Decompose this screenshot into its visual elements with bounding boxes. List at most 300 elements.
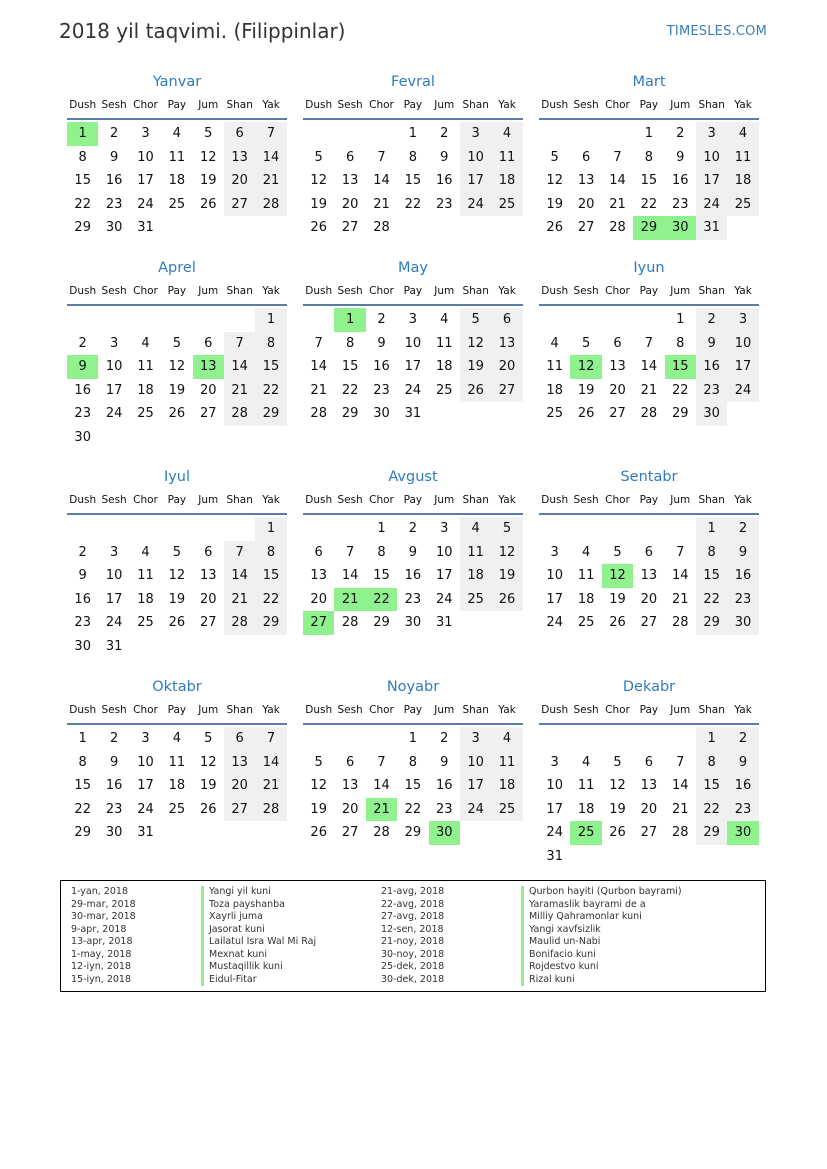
weekday-label: Shan (226, 285, 253, 297)
holiday-name: Milliy Qahramonlar kuni (521, 911, 682, 924)
weekday-header (67, 92, 287, 120)
day-cell: 20 (577, 196, 595, 212)
day-cell: 10 (727, 332, 758, 356)
day-cell: 3 (460, 122, 491, 146)
weekday-label: Yak (734, 704, 752, 716)
day-cell: 30 (727, 611, 758, 635)
weekday-label: Sesh (337, 285, 363, 297)
day-cell: 31 (404, 406, 422, 422)
holiday-date: 27-avg, 2018 (381, 911, 445, 922)
day-cell: 22 (696, 588, 727, 612)
day-cell: 9 (440, 754, 449, 770)
weekday-label: Yak (498, 704, 516, 716)
day-cell: 29 (255, 611, 286, 635)
day-cell: 7 (676, 544, 685, 560)
weekday-label: Shan (226, 494, 253, 506)
weekday-label: Chor (369, 99, 394, 111)
day-cell: 14 (341, 568, 359, 584)
empty-day-cell (303, 308, 334, 332)
day-cell: 10 (546, 778, 563, 794)
day-cell: 19 (460, 355, 491, 379)
weekday-label: Dush (305, 285, 333, 297)
weekday-label: Shan (698, 285, 725, 297)
weekday-header (303, 697, 523, 725)
weekday-label: Jum (198, 99, 219, 111)
day-cell: 12 (546, 173, 563, 189)
empty-day-cell (570, 727, 601, 751)
day-cell: 23 (727, 798, 758, 822)
holiday-day-cell: 13 (193, 355, 224, 379)
holiday-day-cell: 1 (67, 122, 98, 146)
empty-day-cell (161, 308, 192, 332)
weekday-label: Dush (305, 494, 333, 506)
holiday-name: Jasorat kuni (201, 924, 316, 937)
weekday-label: Jum (434, 704, 455, 716)
weekday-label: Jum (434, 99, 455, 111)
day-cell: 4 (581, 544, 591, 560)
day-cell: 10 (404, 335, 422, 351)
weekday-label: Dush (541, 704, 569, 716)
weekday-label: Jum (434, 285, 455, 297)
empty-day-cell (67, 517, 98, 541)
day-cell: 19 (491, 564, 522, 588)
day-cell: 14 (255, 146, 286, 170)
weekday-label: Chor (133, 99, 158, 111)
day-cell: 26 (609, 615, 626, 631)
day-cell: 31 (546, 848, 563, 864)
day-cell: 3 (696, 122, 727, 146)
day-cell: 16 (727, 774, 758, 798)
day-cell: 10 (546, 568, 563, 584)
day-cell: 26 (460, 379, 491, 403)
day-cell: 6 (224, 727, 255, 751)
day-cell: 5 (491, 517, 522, 541)
day-cell: 18 (460, 564, 491, 588)
holiday-day-cell: 30 (429, 821, 460, 845)
day-cell: 5 (172, 544, 181, 560)
month-yanvar (67, 72, 287, 240)
day-cell: 26 (199, 196, 217, 212)
day-cell: 21 (255, 169, 286, 193)
month-title: Yanvar (152, 74, 202, 90)
empty-day-cell (161, 517, 192, 541)
weekday-header (303, 487, 523, 515)
day-cell: 10 (137, 754, 154, 770)
weekday-label: Jum (670, 704, 691, 716)
holiday-name: Lailatul Isra Wal Mi Raj (201, 936, 316, 949)
empty-day-cell (570, 308, 601, 332)
holiday-name: Xayrli juma (201, 911, 316, 924)
day-cell: 26 (199, 801, 217, 817)
holiday-date: 13-apr, 2018 (71, 936, 133, 947)
day-cell: 9 (727, 541, 758, 565)
weekday-label: Pay (403, 99, 423, 111)
weekday-label: Dush (69, 494, 97, 506)
day-cell: 21 (224, 588, 255, 612)
day-cell: 15 (404, 173, 422, 189)
empty-day-cell (633, 517, 664, 541)
day-grid (67, 727, 287, 845)
weekday-label: Chor (369, 285, 394, 297)
holiday-date: 12-sen, 2018 (381, 923, 444, 935)
day-cell: 17 (137, 173, 154, 189)
weekday-label: Sesh (573, 285, 599, 297)
holiday-date: 22-avg, 2018 (381, 898, 445, 910)
holiday-date: 15-iyn, 2018 (71, 973, 132, 985)
empty-day-cell (303, 122, 334, 146)
day-cell: 3 (141, 731, 150, 746)
holiday-name: Mustaqillik kuni (201, 961, 316, 974)
day-cell: 7 (255, 122, 286, 146)
day-cell: 24 (460, 798, 491, 822)
holiday-day-cell: 1 (334, 308, 365, 332)
weekday-label: Pay (167, 704, 187, 716)
day-cell: 14 (609, 173, 626, 189)
day-cell: 27 (341, 825, 359, 841)
day-cell: 12 (460, 332, 491, 356)
day-cell: 11 (137, 359, 154, 375)
holiday-name: Yangi yil kuni (201, 886, 316, 899)
holiday-names-col-1 (201, 886, 316, 986)
weekday-label: Jum (670, 285, 691, 297)
day-cell: 19 (199, 778, 217, 794)
day-cell: 17 (727, 355, 758, 379)
day-cell: 11 (491, 751, 522, 775)
empty-day-cell (539, 517, 570, 541)
day-cell: 7 (345, 544, 355, 560)
weekday-label: Shan (698, 494, 725, 506)
day-cell: 1 (78, 731, 87, 746)
day-cell: 9 (377, 335, 386, 351)
day-cell: 27 (577, 220, 595, 236)
day-cell: 17 (460, 774, 491, 798)
weekday-label: Shan (462, 285, 489, 297)
day-cell: 7 (377, 754, 386, 770)
day-cell: 21 (310, 382, 327, 398)
holiday-name: Qurbon hayiti (Qurbon bayrami) (521, 886, 682, 899)
day-cell: 3 (408, 312, 417, 327)
weekday-label: Yak (734, 494, 752, 506)
holiday-day-cell: 12 (570, 355, 601, 379)
day-cell: 23 (671, 196, 689, 212)
day-cell: 14 (373, 778, 390, 794)
day-cell: 7 (676, 754, 685, 770)
day-cell: 1 (644, 126, 653, 141)
day-cell: 3 (550, 754, 559, 770)
day-cell: 7 (224, 332, 255, 356)
empty-day-cell (224, 308, 255, 332)
day-cell: 17 (460, 169, 491, 193)
month-title: Aprel (158, 260, 196, 276)
holiday-name: Maulid un-Nabi (521, 936, 682, 949)
day-cell: 9 (109, 149, 119, 165)
day-cell: 23 (105, 801, 123, 817)
weekday-label: Yak (262, 285, 280, 297)
day-grid (67, 517, 287, 659)
day-cell: 31 (435, 615, 453, 631)
day-cell: 24 (546, 615, 563, 631)
day-cell: 12 (609, 778, 626, 794)
day-cell: 4 (550, 335, 559, 351)
weekday-header (303, 278, 523, 306)
weekday-label: Chor (605, 494, 630, 506)
day-cell: 21 (255, 774, 286, 798)
weekday-label: Dush (305, 99, 333, 111)
day-cell: 6 (613, 335, 622, 351)
day-cell: 11 (137, 568, 154, 584)
weekday-header (67, 487, 287, 515)
holiday-date: 1-yan, 2018 (71, 886, 128, 897)
weekday-label: Shan (462, 704, 489, 716)
month-title: Avgust (388, 469, 438, 485)
day-cell: 25 (435, 382, 453, 398)
day-cell: 31 (137, 220, 154, 236)
day-cell: 25 (491, 193, 522, 217)
day-cell: 3 (109, 335, 119, 351)
holiday-day-cell: 27 (303, 611, 334, 635)
weekday-header (539, 487, 759, 515)
month-sentabr (539, 467, 759, 635)
day-cell: 25 (546, 406, 563, 422)
month-title: May (398, 260, 428, 276)
month-title: Oktabr (152, 679, 202, 695)
day-cell: 25 (460, 588, 491, 612)
day-cell: 28 (255, 193, 286, 217)
weekday-label: Yak (734, 99, 752, 111)
day-cell: 23 (373, 382, 390, 398)
day-cell: 17 (137, 778, 154, 794)
day-cell: 29 (74, 825, 91, 841)
weekday-label: Sesh (101, 704, 127, 716)
day-cell: 19 (310, 801, 327, 817)
holiday-date: 1-may, 2018 (71, 948, 132, 960)
empty-day-cell (98, 517, 129, 541)
day-grid (303, 517, 523, 635)
day-cell: 15 (255, 355, 286, 379)
weekday-label: Jum (670, 494, 691, 506)
day-cell: 6 (345, 149, 355, 165)
empty-day-cell (334, 122, 365, 146)
day-cell: 8 (255, 332, 286, 356)
weekday-header (539, 697, 759, 725)
day-cell: 25 (491, 798, 522, 822)
empty-day-cell (366, 122, 397, 146)
day-cell: 18 (137, 591, 154, 607)
day-cell: 19 (310, 196, 327, 212)
weekday-label: Pay (639, 285, 659, 297)
holiday-date: 30-mar, 2018 (71, 911, 136, 922)
day-cell: 26 (491, 588, 522, 612)
day-cell: 21 (640, 382, 658, 398)
day-cell: 3 (440, 521, 449, 536)
day-cell: 27 (224, 193, 255, 217)
holiday-name: Rojdestvo kuni (521, 961, 682, 974)
weekday-label: Pay (403, 704, 423, 716)
empty-day-cell (130, 517, 161, 541)
day-cell: 8 (78, 754, 87, 770)
day-cell: 5 (204, 731, 213, 746)
day-cell: 23 (404, 591, 422, 607)
day-cell: 8 (408, 149, 417, 165)
day-cell: 12 (199, 754, 217, 770)
weekday-label: Yak (262, 494, 280, 506)
day-cell: 11 (546, 359, 563, 375)
day-cell: 31 (137, 825, 154, 841)
day-cell: 8 (644, 149, 653, 165)
day-cell: 11 (491, 146, 522, 170)
site-link[interactable]: TIMESLES.COM (666, 24, 767, 39)
day-grid (67, 308, 287, 450)
day-cell: 16 (373, 359, 390, 375)
holiday-name: Toza payshanba (201, 899, 316, 912)
day-cell: 11 (168, 754, 186, 770)
day-cell: 10 (137, 149, 154, 165)
day-cell: 18 (168, 173, 186, 189)
weekday-label: Sesh (101, 285, 127, 297)
day-cell: 6 (491, 308, 522, 332)
day-cell: 15 (404, 778, 422, 794)
empty-day-cell (602, 517, 633, 541)
weekday-header (539, 278, 759, 306)
day-cell: 17 (105, 382, 123, 398)
holiday-date: 21-noy, 2018 (381, 936, 445, 947)
day-cell: 6 (314, 544, 323, 560)
day-cell: 5 (581, 335, 591, 351)
day-cell: 13 (491, 332, 522, 356)
day-grid (303, 122, 523, 240)
day-cell: 1 (408, 126, 417, 141)
day-cell: 30 (105, 220, 123, 236)
day-cell: 10 (460, 751, 491, 775)
day-cell: 16 (105, 173, 123, 189)
weekday-label: Dush (69, 285, 97, 297)
day-cell: 13 (224, 751, 255, 775)
day-cell: 2 (440, 126, 449, 141)
day-cell: 8 (377, 544, 386, 560)
weekday-header (303, 92, 523, 120)
weekday-label: Jum (434, 494, 455, 506)
day-cell: 8 (696, 751, 727, 775)
day-cell: 28 (255, 798, 286, 822)
day-cell: 15 (696, 564, 727, 588)
day-cell: 7 (314, 335, 323, 351)
day-cell: 1 (676, 312, 685, 327)
day-cell: 4 (460, 517, 491, 541)
day-cell: 24 (137, 801, 154, 817)
weekday-label: Shan (226, 99, 253, 111)
day-cell: 25 (137, 615, 154, 631)
day-cell: 14 (224, 564, 255, 588)
day-cell: 14 (310, 359, 327, 375)
day-cell: 18 (577, 591, 595, 607)
weekday-label: Sesh (101, 494, 127, 506)
day-grid (303, 308, 523, 426)
day-cell: 31 (696, 216, 727, 240)
day-cell: 24 (435, 591, 453, 607)
empty-day-cell (665, 727, 696, 751)
day-cell: 28 (609, 220, 626, 236)
day-cell: 20 (199, 382, 217, 398)
day-grid (539, 727, 759, 869)
holiday-day-cell: 25 (570, 821, 601, 845)
empty-day-cell (67, 308, 98, 332)
weekday-label: Yak (262, 99, 280, 111)
month-fevral (303, 72, 523, 240)
day-cell: 4 (727, 122, 758, 146)
day-cell: 18 (727, 169, 758, 193)
day-cell: 16 (671, 173, 689, 189)
month-dekabr (539, 677, 759, 869)
empty-day-cell (570, 122, 601, 146)
holiday-name: Mexnat kuni (201, 949, 316, 962)
day-cell: 24 (460, 193, 491, 217)
day-cell: 1 (377, 521, 386, 536)
empty-day-cell (334, 727, 365, 751)
day-cell: 4 (172, 731, 181, 746)
day-cell: 15 (74, 173, 91, 189)
day-cell: 25 (137, 406, 154, 422)
day-cell: 15 (373, 568, 390, 584)
day-cell: 16 (105, 778, 123, 794)
day-cell: 24 (696, 193, 727, 217)
day-cell: 25 (168, 196, 186, 212)
day-cell: 27 (199, 406, 217, 422)
day-cell: 8 (255, 541, 286, 565)
day-cell: 11 (168, 149, 186, 165)
day-cell: 9 (696, 332, 727, 356)
day-cell: 20 (640, 801, 658, 817)
weekday-label: Dush (541, 494, 569, 506)
day-cell: 16 (727, 564, 758, 588)
month-title: Iyul (163, 469, 191, 485)
holiday-date: 30-noy, 2018 (381, 948, 445, 960)
day-cell: 15 (255, 564, 286, 588)
day-cell: 29 (341, 406, 359, 422)
day-cell: 5 (550, 149, 559, 165)
day-cell: 25 (577, 615, 595, 631)
day-cell: 5 (613, 754, 622, 770)
day-cell: 10 (105, 359, 123, 375)
day-cell: 15 (341, 359, 359, 375)
day-cell: 2 (109, 126, 119, 141)
day-cell: 7 (224, 541, 255, 565)
month-avgust (303, 467, 523, 635)
day-cell: 3 (727, 308, 758, 332)
day-cell: 26 (310, 220, 327, 236)
weekday-label: Pay (639, 99, 659, 111)
day-cell: 26 (168, 406, 186, 422)
weekday-label: Chor (133, 494, 158, 506)
day-cell: 4 (491, 727, 522, 751)
day-cell: 12 (168, 359, 186, 375)
empty-day-cell (602, 308, 633, 332)
empty-day-cell (193, 308, 224, 332)
day-cell: 29 (696, 821, 727, 845)
day-cell: 8 (78, 149, 87, 165)
day-cell: 2 (440, 731, 449, 746)
day-cell: 21 (671, 591, 689, 607)
day-cell: 14 (255, 751, 286, 775)
day-cell: 12 (310, 778, 327, 794)
holiday-date: 30-dek, 2018 (381, 973, 445, 985)
holiday-day-cell: 12 (602, 564, 633, 588)
weekday-label: Chor (369, 704, 394, 716)
day-cell: 24 (404, 382, 422, 398)
day-cell: 27 (491, 379, 522, 403)
day-cell: 18 (491, 169, 522, 193)
holiday-name: Rizal kuni (521, 974, 682, 987)
day-cell: 3 (109, 544, 119, 560)
